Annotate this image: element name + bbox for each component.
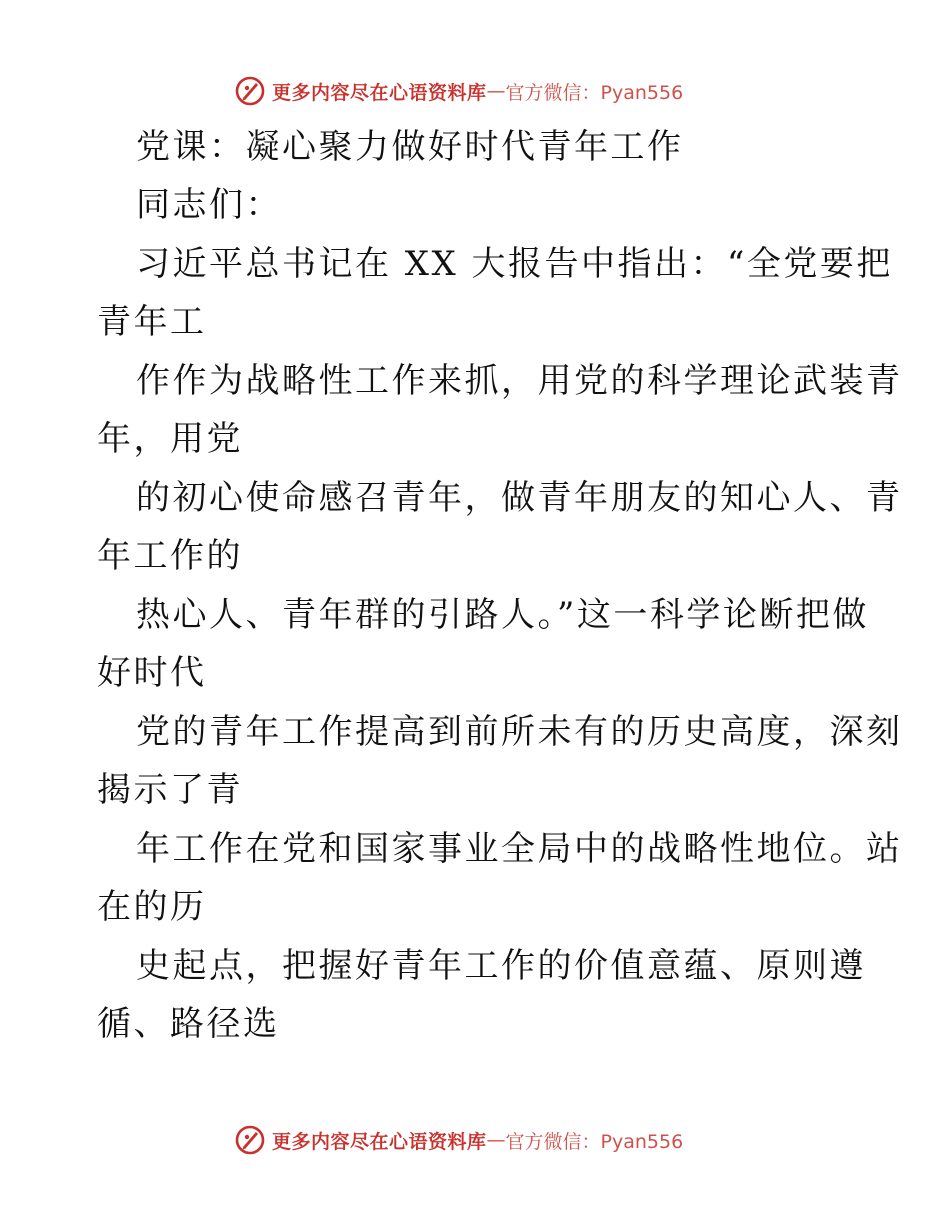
body-line: 年工作在党和国家事业全局中的战略性地位。站 <box>136 829 903 869</box>
body-line: 年，用党 <box>97 419 243 459</box>
footer-watermark <box>234 1123 683 1157</box>
watermark-sub-text: 官方微信：Pyan556 <box>505 81 684 104</box>
watermark-dash: — <box>486 80 506 102</box>
watermark-dash: — <box>486 1129 506 1151</box>
watermark-main-text: 更多内容尽在心语资料库 <box>272 81 487 104</box>
body-line: 在的历 <box>97 887 207 927</box>
quill-seal-icon <box>234 1124 266 1156</box>
quill-seal-icon <box>234 75 266 107</box>
body-line: 党的青年工作提高到前所未有的历史高度，深刻 <box>136 712 903 752</box>
body-line: 揭示了青 <box>97 770 243 810</box>
body-line: 史起点，把握好青年工作的价值意蕴、原则遵 <box>136 946 866 986</box>
body-line: 年工作的 <box>97 536 243 576</box>
greeting: 同志们： <box>136 185 282 225</box>
document-title: 党课：凝心聚力做好时代青年工作 <box>136 127 684 167</box>
body-line: 的初心使命感召青年，做青年朋友的知心人、青 <box>136 478 903 518</box>
watermark-main-text: 更多内容尽在心语资料库 <box>272 1130 487 1153</box>
body-line: 作作为战略性工作来抓，用党的科学理论武装青 <box>136 361 903 401</box>
body-line: 习近平总书记在 XX 大报告中指出：“全党要把 <box>136 244 893 284</box>
body-line: 热心人、青年群的引路人。”这一科学论断把做 <box>136 595 869 635</box>
body-line: 好时代 <box>97 653 207 693</box>
body-line: 循、路径选 <box>97 1004 280 1044</box>
header-watermark <box>234 74 683 108</box>
watermark-sub-text: 官方微信：Pyan556 <box>505 1130 684 1153</box>
body-line: 青年工 <box>97 302 207 342</box>
